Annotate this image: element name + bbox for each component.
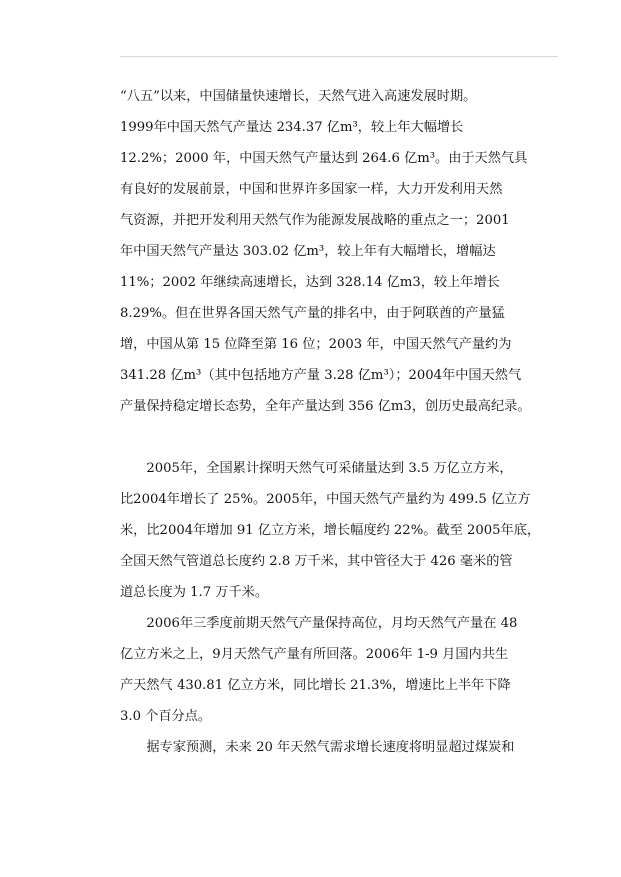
text-line: 产量保持稳定增长态势，全年产量达到 356 亿m3，创历史最高纪录。 [120,399,531,414]
text-line: 气资源，并把开发利用天然气作为能源发展战略的重点之一；2001 [120,213,510,228]
text-line: 年中国天然气产量达 303.02 亿m³，较上年有大幅增长，增幅达 [120,244,496,259]
text-line: 产天然气 430.81 亿立方米，同比增长 21.3%，增速比上半年下降 [120,678,511,693]
text-line: 亿立方米之上，9月天然气产量有所回落。2006年 1-9 月国内共生 [120,647,509,662]
text-line: 据专家预测，未来 20 年天然气需求增长速度将明显超过煤炭和 [120,740,515,755]
header-rule [120,56,558,57]
text-line: 增，中国从第 15 位降至第 16 位；2003 年，中国天然气产量约为 [120,337,512,352]
text-line: 全国天然气管道总长度约 2.8 万千米，其中管径大于 426 毫米的管 [120,554,513,569]
paragraph-2 [120,453,565,608]
text-line: 11%；2002 年继续高速增长，达到 328.14 亿m3，较上年增长 [120,275,500,290]
paragraph-1 [120,81,565,422]
paragraph-gap [120,422,565,453]
text-line: 米，比2004年增加 91 亿立方米，增长幅度约 22%。截至 2005年底， [120,523,541,538]
paragraph-4 [120,732,565,763]
text-line: “八五”以来，中国储量快速增长，天然气进入高速发展时期。 [120,89,477,104]
text-line: 3.0 个百分点。 [120,709,212,724]
text-line: 8.29%。但在世界各国天然气产量的排名中，由于阿联酋的产量猛 [120,306,505,321]
text-line: 341.28 亿m³（其中包括地方产量 3.28 亿m³）；2004年中国天然气 [120,368,522,383]
text-line: 比2004年增长了 25%。2005年，中国天然气产量约为 499.5 亿立方 [120,492,531,507]
paragraph-3 [120,608,565,732]
text-line: 道总长度为 1.7 万千米。 [120,585,269,600]
text-line: 12.2%；2000 年，中国天然气产量达到 264.6 亿m³。由于天然气具 [120,151,528,166]
text-line: 1999年中国天然气产量达 234.37 亿m³，较上年大幅增长 [120,120,464,135]
text-line: 2006年三季度前期天然气产量保持高位，月均天然气产量在 48 [120,616,518,631]
text-line: 有良好的发展前景，中国和世界许多国家一样，大力开发利用天然 [120,182,503,197]
document-body [120,81,565,763]
text-line: 2005年，全国累计探明天然气可采储量达到 3.5 万亿立方米， [120,461,513,476]
